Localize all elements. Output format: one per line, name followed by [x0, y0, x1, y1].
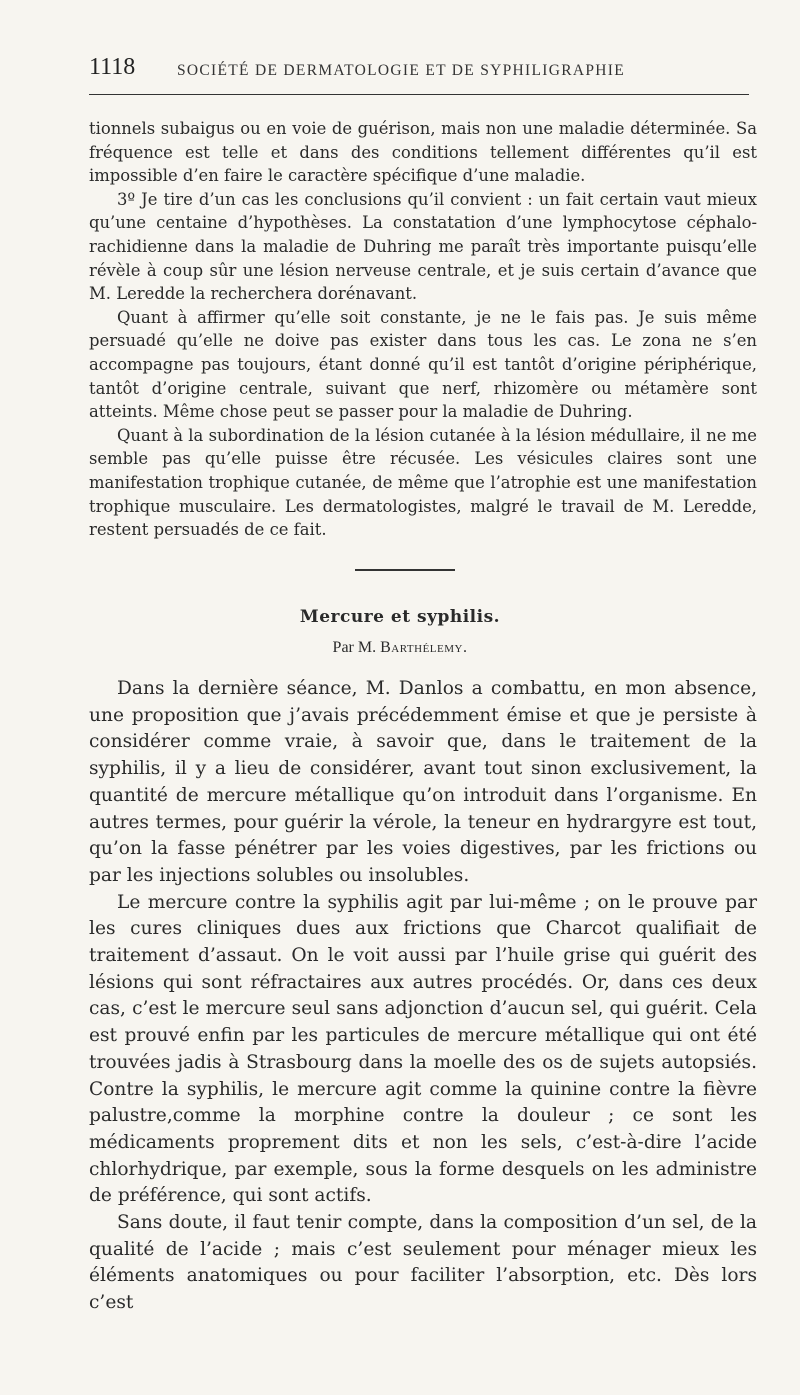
byline-prefix: Par M. — [332, 639, 377, 656]
previous-article-text — [89, 117, 757, 542]
page-number: 1118 — [89, 54, 136, 80]
paragraph: tionnels subaigus ou en voie de guérison, mais non une maladie déterminée. Sa fréquence est telle et dans des conditions tellement différentes qu’il est impossible d’en faire le caractère spécifique d’une maladie. — [89, 119, 757, 186]
paragraph: Dans la dernière séance, M. Danlos a combattu, en mon absence, une proposition que j’avais précédemment émise et que je persiste à considérer comme vraie, à savoir que, dans le traitement de la syphilis, il y a lieu de considérer, avant tout sinon exclusivement, la quantité de mercure métallique qu’on introduit dans l’organisme. En autres termes, pour guérir la vérole, la teneur en hydrargyre est tout, qu’on la fasse pénétrer par les voies digestives, par les frictions ou par les injections solubles ou insolubles. — [89, 678, 757, 886]
byline — [0, 639, 800, 657]
paragraph: Le mercure contre la syphilis agit par lui-même ; on le prouve par les cures cliniques dues aux frictions que Charcot qualifiait de traitement d’assaut. On le voit aussi par l’huile grise qui guérit des lésions qui sont réfractaires aux autres procédés. Or, dans ces deux cas, c’est le mercure seul sans adjonction d’aucun sel, qui guérit. Cela est prouvé enfin par les particules de mercure métallique qui ont été trouvées jadis à Strasbourg dans la moelle des os de sujets autopsiés. Contre la syphilis, le mercure agit comme la quinine contre la fièvre palustre,comme la morphine contre la douleur ; ce sont les médicaments proprement dits et non les sels, c’est-à-dire l’acide chlorhydrique, par exemple, sous la forme desquels on les administre de préférence, qui sont actifs. — [89, 891, 757, 1207]
page-header — [89, 54, 749, 95]
paragraph: Quant à la subordination de la lésion cutanée à la lésion médullaire, il ne me semble pas qu’elle puisse être récusée. Les vésicules claires sont une manifestation trophique cutanée, de même que l’atrophie est une manifestation trophique musculaire. Les dermatologistes, malgré le travail de M. Leredde, restent persuadés de ce fait. — [89, 425, 757, 540]
paragraph: Quant à affirmer qu’elle soit constante, je ne le fais pas. Je suis même persuadé qu’elle ne doive pas exister dans tous les cas. Le zona ne s’en accompagne pas toujours, étant donné qu’il est tantôt d’origine périphérique, tantôt d’origine centrale, suivant que nerf, rhizomère ou métamère sont atteints. Même chose peut se passer pour la maladie de Duhring. — [89, 307, 757, 422]
article-body — [89, 676, 757, 1317]
paragraph: Sans doute, il faut tenir compte, dans la composition d’un sel, de la qualité de l’acide ; mais c’est seulement pour ménager mieux les éléments anatomiques ou pour faciliter l’absorption, etc. Dès lors c’est — [89, 1212, 757, 1314]
author-name: Barthélemy. — [380, 639, 468, 656]
section-divider — [355, 569, 455, 571]
article-title: Mercure et syphilis. — [299, 607, 501, 627]
paragraph: 3º Je tire d’un cas les conclusions qu’il convient : un fait certain vaut mieux qu’une centaine d’hypothèses. La constatation d’une lymphocytose céphalo-rachidienne dans la maladie de Duhring me paraît très importante puisqu’elle révèle à coup sûr une lésion nerveuse centrale, et je suis certain d’avance que M. Leredde la recherchera dorénavant. — [89, 189, 757, 304]
running-head: SOCIÉTÉ DE DERMATOLOGIE ET DE SYPHILIGRAPHIE — [177, 62, 625, 79]
